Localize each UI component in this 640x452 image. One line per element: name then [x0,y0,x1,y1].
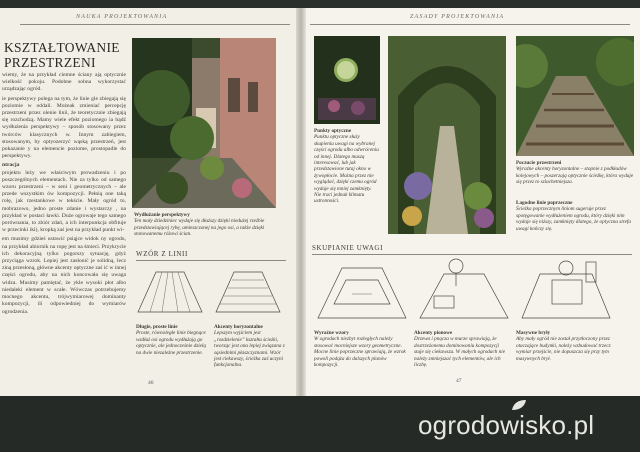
courtyard-illustration [132,38,276,208]
paragraph: ie perspektywy polega na tym, że linie gle zbiegają się poziomie w oddali. Możeak zmieniać percepcję przestrzeni przez olenie linii, że teoretycznie zbiegają się rozchodzą. Mamy wiele efekt poziomego ia bądź wydłużenia perspektywy – sposób stosowany przez twórców klasycznych w. Innym zabiegiem, stosowanym, by optyozerzyć wąską przestrzeń, jest pokazanie y na elemencie poziome, prostopadle do perspektywy. [2,95,126,160]
caption-text: Wyraźne akcenty horyzontalne – stopnie z podkładów kolejowych – poszerzają optycznie ścieżkę, która wydaje się przez to szlachetniejsza. [516,166,634,186]
hedge-window-illustration [314,36,380,124]
section-title-focus: SKUPIANIE UWAGI [312,244,384,252]
focal-caption [314,128,380,205]
subheading: ntracja [2,162,20,169]
massive-forms-sketch [516,256,616,326]
diagram-text: Lepszym wyjściem jest „rozdzielenie” kształtu ścieżki, tworząc jest ona lepiej związana z sąsiednimi płaszczyznami. Wzór jest ciekawszy, ścieżka zaś uczyni funkcjonalna. [214,330,285,369]
diagram-title: Akcenty horyzontalne [214,324,263,330]
page-number-left: 46 [148,380,154,386]
courtyard-caption [134,212,274,238]
page-title: KSZTAŁTOWANIE PRZESTRZENI [4,40,120,70]
perspective-caption [516,160,634,186]
diagram-title: Długie, proste linie [136,324,178,330]
section-rule [136,260,286,261]
diagram-straight-lines [134,262,206,320]
page-number-right: 47 [456,378,462,384]
garden-arch-photo [388,36,506,234]
diagram-title: Masywne bryły [516,330,551,336]
strong-patterns-sketch [312,256,412,326]
straight-lines-sketch [134,262,206,320]
diagram-caption-5 [516,330,620,362]
diagram-caption-1 [136,324,208,356]
right-page-header: ZASADY PROJEKTOWANIA [410,14,505,20]
caption-text: Ten mały dziedziniec wydaje się dłuższy dzięki niedużej rzeźbie przedstawiającej rybę, umieszczonej na jego osi, a także dzięki stonowanemu różowi ścian. [134,218,265,238]
paragraph: wiemy, że na przykład ciemne ściany ają optycznie wielkość pokoju. Podobne sobna wykorzystać urządzając ogród. [2,72,126,93]
left-header-rule [20,24,290,25]
caption-text: Ścieżka poprzecznym liniom sugeruje przez spotęgowanie wydłużeniem ogrodu, który dzięki nim wydaje się niższy, zamknięty dlatego, że optyczna strefa uwagi kończy się. [516,206,631,232]
paragraph: projektu leży we właściwym prowadzeniu i po poszczególnych elementach. Nie za tylko od samego wzoru przestrzeni – w seni i geometrycznych – ale przede wszystkim ów kompozycji. Pełnią one taką rolę, jak rzestankowe w tekście. Mały ogród to, mobrazowo, jedno proste zdanie i wystarczy , na przykład w postaci ławki. Duże ogrowaje tego samego porównania, to zbiór zdań, a ich interpunkcja obfituje w przecinki iki), kropką zaś jest na przykład punkt wi- [2,169,126,234]
book-gutter [296,8,306,396]
caption-title: Punkty optyczne [314,128,352,134]
site-watermark: ogrodowisko.pl [418,410,595,440]
section-rule [312,254,632,255]
left-page-header: NAUKA PROJEKTOWANIA [76,14,168,20]
diagram-text: W ogrodach niezbyt rozległych należy stosować mocniejsze wzory geometryczne. Mocne linie poprzeczne sprawiają, że wzrok powoli podąża do dalszych planów kompozycji. [314,336,406,369]
diagram-strong-patterns [312,256,412,326]
garden-arch-illustration [388,36,506,234]
right-header-rule [310,24,630,25]
railway-steps-illustration [516,36,634,156]
hedge-window-photo [314,36,380,124]
diagram-title: Wyraźne wzory [314,330,349,336]
horizontal-accents-sketch [212,262,284,320]
diagram-massive-forms [516,256,616,326]
paragraph: em musimy gdzieś ustawić psiąjce widok ny ogrodu, na przykład abiornik na ropę jest na śmieci. Przykrycie ich dekoracyjną tylko pogorszy sytuację, gdyż przyciąga wzrok. Lepiej jest zasłonić je solidną, lecz ziną przesłoną, główne akcenty optyczne zaś ić w innej części ogrodu, aby na nich koncowała się uwaga widza. Musimy pamiętać, że ykle wysoki płot albo niedaleki element w scałe. Wówczas potrzebujemy mocnego akcentu, trójwymiarowej dominanty kompozycji, ili odpowiedniej do wymiarów ogrodzenia. [2,236,126,315]
caption-title: Poczucie przestrzeni [516,160,562,166]
courtyard-photo [132,38,276,208]
diagram-caption-2 [214,324,286,369]
caption-text: Punktu optyczne służy skupieniu uwagi na wybranej części ogrodu albo odwróceniu od innej. Dlatego muszą interesować, lub jak przedstawione tutaj okno w żywopłocie. Można przez nie wyglądać, dzięki czemu ogród wydaje się mniej zamknięty. Nie traci jednak klimatu ustronności. [314,134,379,205]
section-title-lines: WZÓR Z LINII [136,250,188,258]
diagram-caption-3 [314,330,408,368]
diagram-horizontal-accents [212,262,284,320]
diagram-caption-4 [414,330,510,368]
diagram-text: Proste, równoległe linie biegnące wzdłuż osi ogrodu wydłużają go optycznie, ale jednocześnie dzielą na dwie niezależne przestrzenie. [136,330,207,356]
diagram-title: Akcenty pionowe [414,330,453,336]
left-body-text-1 [2,72,126,316]
diagram-vertical-accents [414,256,514,326]
vertical-accents-sketch [414,256,514,326]
caption-title: Wydłużanie perspektywy [134,212,190,218]
railway-steps-photo [516,36,634,156]
lines-caption [516,200,634,232]
diagram-text: Drzewa i pnącza w murze sprawiają, że dostrzeżonemu dominowaniu kompozycji staje się ciekawsza. W małych ogrodach nie należy zmniejszać tych elementów, ale ich liczbę. [414,336,506,369]
caption-title: Łagodne linie poprzeczne [516,200,573,206]
diagram-text: Aby mały ogród nie został przytłoczony przez otaczające budynki, należy wzbudować trzecz wymiar przejście, nie dopuszcza się przy tym masywnych brył. [516,336,611,362]
